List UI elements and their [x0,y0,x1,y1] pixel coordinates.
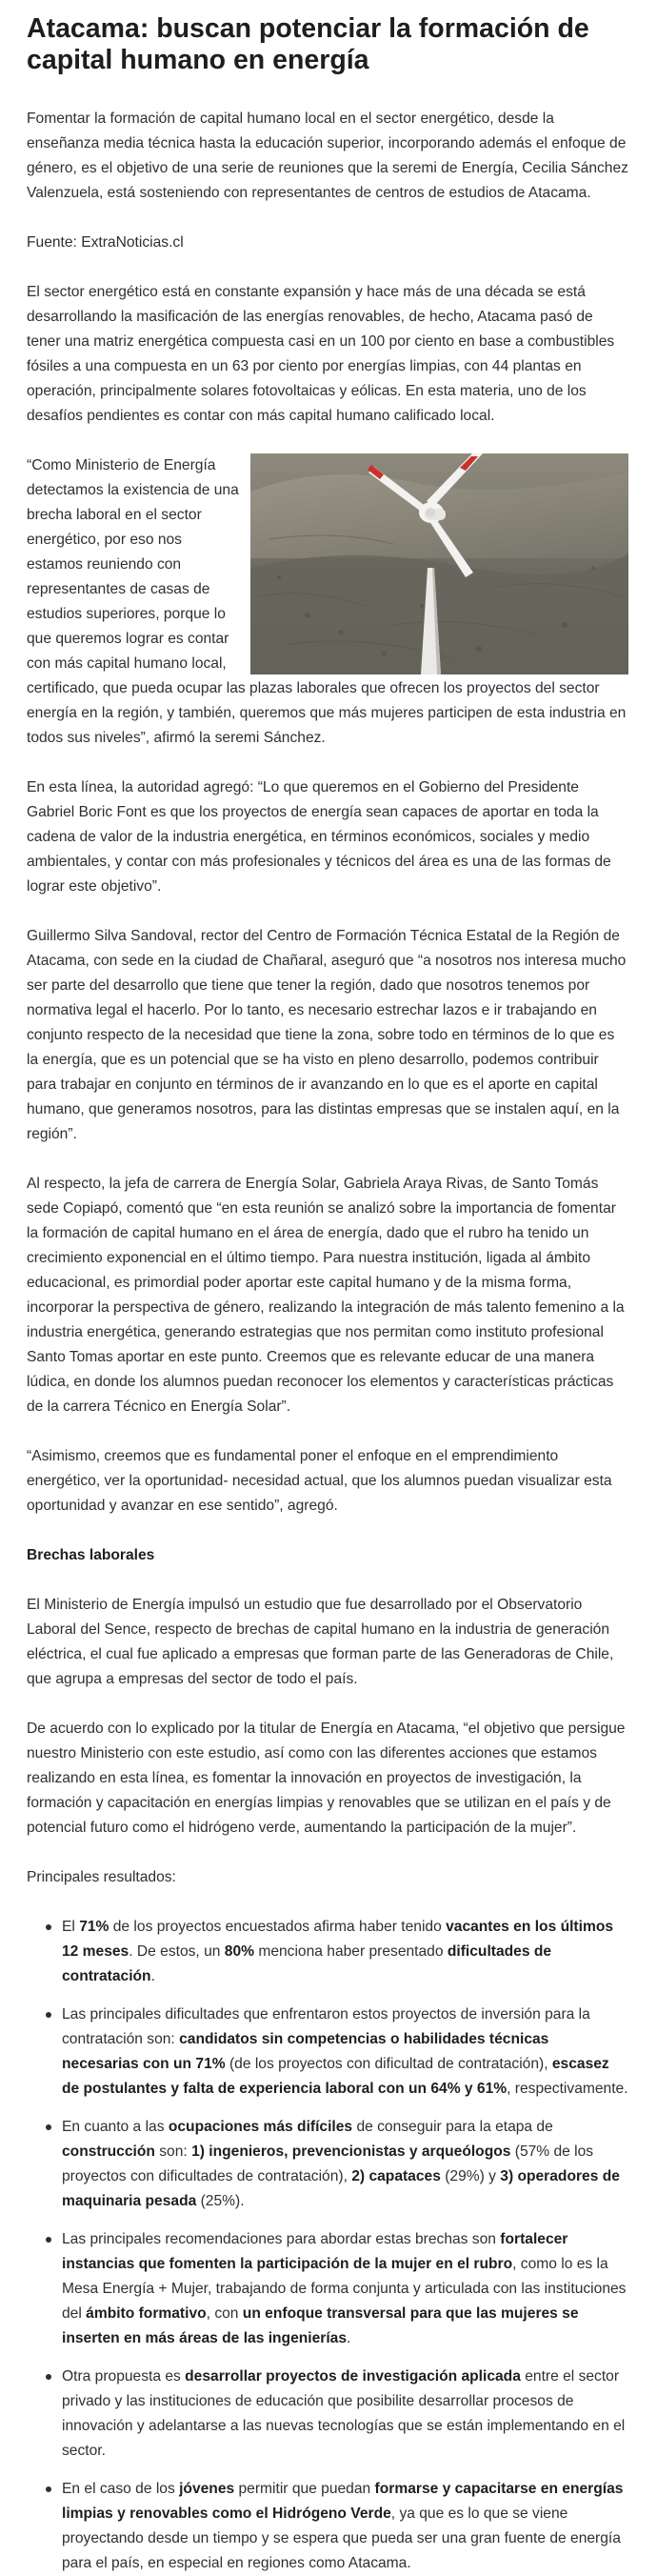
paragraph-quote: “Como Ministerio de Energía detectamos la existencia de una brecha laboral en el sector energético, por eso nos estamos reuniendo con representantes de casas de estudios superiores, porque lo que queremos lograr es contar con más capital humano local, certificado, que pueda ocupar las plazas laborales que ofrecen los proyectos del sector energía en la región, y también, queremos que más mujeres participen de esta industria en todos sus niveles”, afirmó la seremi Sánchez. [27,457,627,746]
result-text: , respectivamente. [507,2081,628,2097]
article-source: Fuente: ExtraNoticias.cl [27,234,184,251]
result-bold-text: escasez de postulantes y falta de experiencia laboral con un 64% y 61% [62,2056,609,2097]
paragraph-araya: Al respecto, la jefa de carrera de Energía Solar, Gabriela Araya Rivas, de Santo Tomás sede Copiapó, comentó que “en esta reunión se analizó sobre la importancia de fomentar la formación de capital humano en el área de energía, dado que el rubro ha tenido un crecimiento exponencial en el último tiempo. Para nuestra institución, ligada al ámbito educacional, es primordial poder aportar este capital humano y de la misma forma, incorporar la perspectiva de género, realizando la integración de más talento femenino a la industria energética, generando estrategias que nos permitan como instituto profesional Santo Tomas aportar en este punto. Creemos que es relevante educar de una manera lúdica, en donde los alumnos puedan reconocer los elementos y características prácticas de la carrera Técnico en Energía Solar”. [27,1176,625,1415]
result-bold-text: 3) operadores de maquinaria pesada [62,2168,620,2209]
result-text: Las principales recomendaciones para abordar estas brechas son [62,2231,501,2247]
result-item [62,2115,628,2214]
result-text: de los proyectos encuestados afirma haber tenido [109,1919,447,1935]
result-text: (57% de los proyectos con dificultades de contratación), [62,2143,594,2184]
result-text: son: [154,2143,192,2160]
result-item [62,2227,628,2351]
result-item [62,1915,628,1989]
result-text: . De estos, un [129,1943,225,1960]
result-bold-text: desarrollar proyectos de investigación aplicada [185,2368,521,2385]
result-bold-text: un enfoque transversal para que las mujeres se inserten en más áreas de las ingenierías [62,2305,579,2346]
article-intro: Fomentar la formación de capital humano local en el sector energético, desde la enseñanza media técnica hasta la educación superior, incorporando además el enfoque de género, es el objetivo de una serie de reuniones que la seremi de Energía, Cecilia Sánchez Valenzuela, está sosteniendo con representantes de centros de estudios de Atacama. [27,111,628,201]
result-item [62,2365,628,2464]
paragraph-objetivo: De acuerdo con lo explicado por la titular de Energía en Atacama, “el objetivo que persigue nuestro Ministerio con este estudio, así como con las diferentes acciones que estamos realizando en esta línea, es fomentar la innovación en proyectos de investigación, la formación y capacitación en energías limpias y renovables que se utilizan en el país y de potencial futuro como el hidrógeno verde, aumentando la participación de la mujer”. [27,1721,626,1836]
result-text: Otra propuesta es [62,2368,186,2385]
paragraph-sector: El sector energético está en constante expansión y hace más de una década se está desarrollando la masificación de las energías renovables, de hecho, Atacama pasó de tener una matriz energética compuesta casi en un 100 por ciento en base a combustibles fósiles a una compuesta en un 63 por ciento por energías limpias, con 44 plantas en operación, principalmente solares fotovoltaicas y eólicas. En esta materia, uno de los desafíos pendientes es contar con más capital humano calificado local. [27,284,615,424]
result-text: , ya que es lo que se viene proyectando desde un tiempo y se espera que pueda ser una gran fuente de energía para el país, en especial en regiones como Atacama. [62,2506,621,2571]
result-text: entre el sector privado y las instituciones de educación que posibilite desarrollar procesos de innovación y adelantarse a las nuevas tecnologías que se están implementando en el sector. [62,2368,626,2459]
result-bold-text: 80% [224,1943,254,1960]
result-bold-text: 2) capataces [351,2168,441,2184]
result-text: . [347,2330,351,2346]
result-bold-text: candidatos sin competencias o habilidades técnicas necesarias con un 71% [62,2031,549,2072]
results-label: Principales resultados: [27,1869,176,1885]
result-bold-text: ocupaciones más difíciles [168,2119,353,2135]
result-text: . [150,1968,155,1984]
result-text: (29%) y [440,2168,501,2184]
article-title: Atacama: buscan potenciar la formación de capital humano en energía [27,13,589,75]
result-bold-text: 1) ingenieros, prevencionistas y arqueólogos [191,2143,511,2160]
result-text: Las principales dificultades que enfrentaron estos proyectos de inversión para la contratación son: [62,2006,590,2047]
section-heading: Brechas laborales [27,1547,155,1563]
result-bold-text: fortalecer instancias que fomenten la participación de la mujer en el rubro [62,2231,568,2272]
result-text: permitir que puedan [234,2481,375,2497]
wind-turbine-photo [250,453,628,674]
result-bold-text: vacantes en los últimos 12 meses [62,1919,614,1960]
result-text: , con [206,2305,243,2322]
result-bold-text: 71% [79,1919,110,1935]
result-text: En el caso de los [62,2481,180,2497]
paragraph-asimismo: “Asimismo, creemos que es fundamental poner el enfoque en el emprendimiento energético, ver la oportunidad- necesidad actual, que los alumnos puedan visualizar esta oportunidad y avanzar en ese sentido”, agregó. [27,1448,612,1514]
result-text: menciona haber presentado [254,1943,448,1960]
results-list [27,1915,628,2576]
result-text: En cuanto a las [62,2119,169,2135]
result-bold-text: jóvenes [179,2481,235,2497]
paragraph-gobierno: En esta línea, la autoridad agregó: “Lo que queremos en el Gobierno del Presidente Gabriel Boric Font es que los proyectos de energía sean capaces de aportar en toda la cadena de valor de la industria energética, en términos económicos, sociales y medio ambientales, y contar con más profesionales y técnicos del área es una de las formas de lograr este objetivo”. [27,779,611,895]
result-text: de conseguir para la etapa de [352,2119,553,2135]
result-text: (25%). [196,2193,245,2209]
result-bold-text: ámbito formativo [86,2305,207,2322]
result-text: (de los proyectos con dificultad de contratación), [225,2056,552,2072]
result-bold-text: dificultades de contratación [62,1943,552,1984]
result-item [62,2002,628,2102]
paragraph-estudio: El Ministerio de Energía impulsó un estudio que fue desarrollado por el Observatorio Laboral del Sence, respecto de brechas de capital humano en la industria de generación eléctrica, el cual fue aplicado a empresas que forman parte de las Generadoras de Chile, que agrupa a empresas del sector de todo el país. [27,1597,614,1687]
result-bold-text: construcción [62,2143,155,2160]
result-item [62,2477,628,2576]
result-text: , como lo es la Mesa Energía + Mujer, trabajando de forma conjunta y articulada con las instituciones del [62,2256,627,2322]
result-bold-text: formarse y capacitarse en energías limpias y renovables como el Hidrógeno Verde [62,2481,624,2522]
paragraph-silva: Guillermo Silva Sandoval, rector del Centro de Formación Técnica Estatal de la Región de Atacama, con sede en la ciudad de Chañaral, aseguró que “a nosotros nos interesa mucho ser parte del desarrollo que tiene que tener la región, dado que nosotros tenemos por normativa legal el hacerlo. Por lo tanto, es necesario estrechar lazos e ir trabajando en conjunto respecto de la necesidad que tiene la zona, sobre todo en términos de lo que es la energía, que es un potencial que se ha visto en pleno desarrollo, podemos contribuir para trabajar en conjunto en términos de ir avanzando en lo que es el aporte en capital humano, que generamos nosotros, para las distintas empresas que se instalen aquí, en la región”. [27,928,627,1142]
result-text: El [62,1919,80,1935]
